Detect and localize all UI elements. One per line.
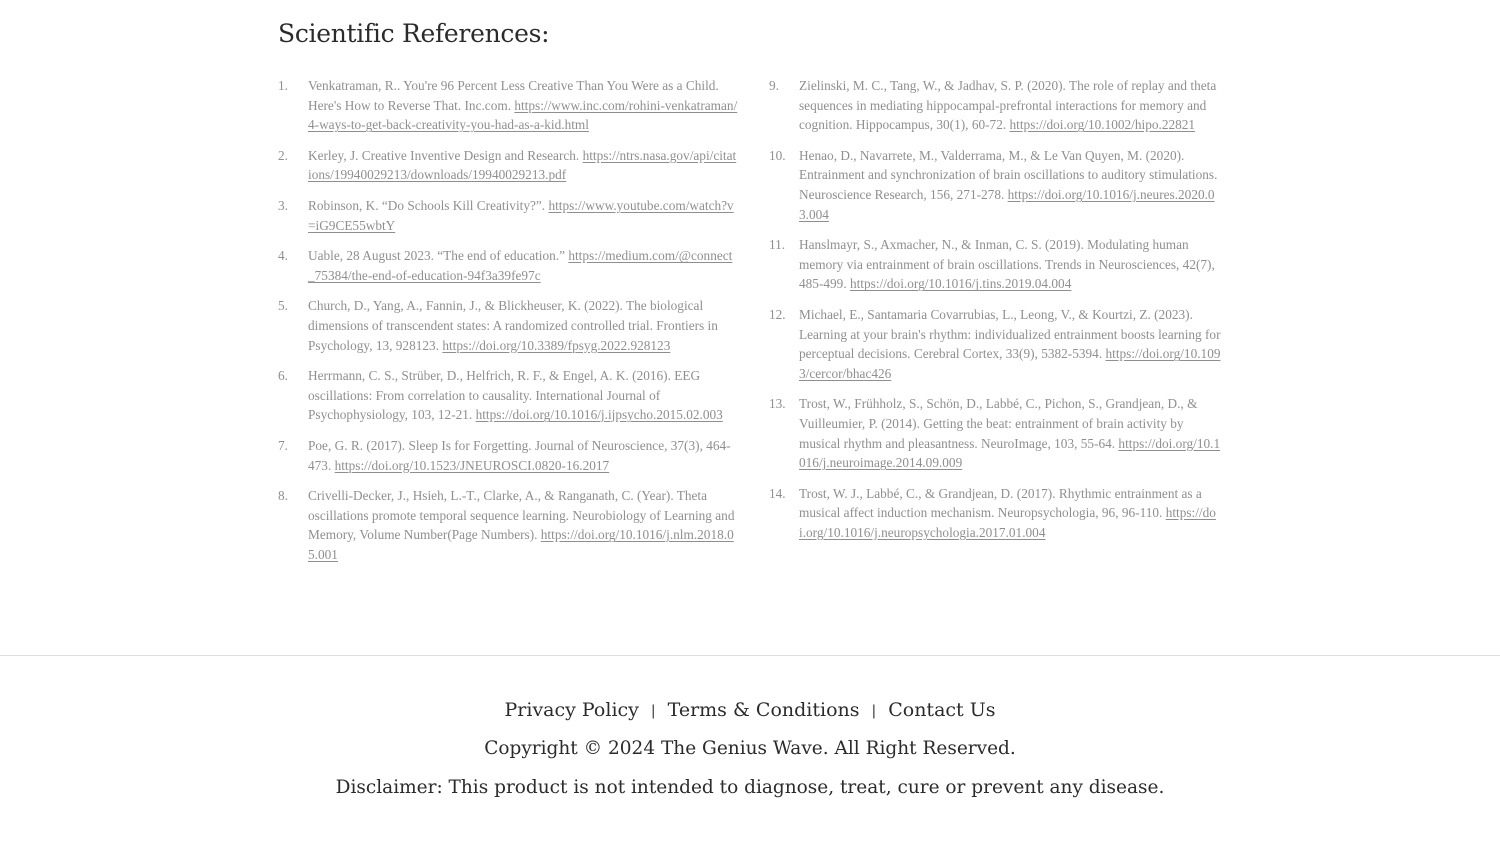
reference-text: Trost, W. J., Labbé, C., & Grandjean, D. (2017). Rhythmic entrainment as a musical affect induction mechanism. Neuropsychologia, 96, 96-110. bbox=[799, 485, 1202, 521]
contact-us-link[interactable]: Contact Us bbox=[888, 699, 996, 721]
footer-separator: | bbox=[871, 703, 877, 719]
site-footer bbox=[0, 690, 1500, 808]
reference-item bbox=[769, 146, 1221, 224]
reference-link[interactable]: https://ntrs.nasa.gov/api/citations/19940029213/downloads/19940029213.pdf bbox=[308, 147, 737, 183]
reference-link[interactable]: https://doi.org/10.1016/j.tins.2019.04.004 bbox=[849, 276, 1072, 292]
reference-link[interactable]: https://doi.org/10.1016/j.neuroimage.2014.09.009 bbox=[799, 435, 1221, 471]
footer-separator: | bbox=[650, 703, 656, 719]
reference-text: Crivelli-Decker, J., Hsieh, L.-T., Clarke, A., & Ranganath, C. (Year). Theta oscillations promote temporal sequence learning. Neurobiology of Learning and Memory, Volume Number(Page Numbers). bbox=[308, 488, 735, 543]
reference-link[interactable]: https://www.inc.com/rohini-venkatraman/4-ways-to-get-back-creativity-you-had-as-a-kid.html bbox=[308, 97, 738, 133]
reference-number: 12. bbox=[769, 306, 786, 322]
reference-link[interactable]: https://www.youtube.com/watch?v=iG9CE55wbtY bbox=[308, 197, 734, 233]
reference-item bbox=[278, 196, 738, 235]
privacy-policy-link[interactable]: Privacy Policy bbox=[504, 699, 639, 721]
reference-number: 3. bbox=[278, 197, 288, 213]
reference-link[interactable]: https://doi.org/10.1523/JNEUROSCI.0820-16.2017 bbox=[334, 457, 610, 473]
reference-text: Poe, G. R. (2017). Sleep Is for Forgetting. Journal of Neuroscience, 37(3), 464-473. bbox=[308, 437, 731, 473]
reference-number: 9. bbox=[769, 78, 779, 93]
reference-text: Hanslmayr, S., Axmacher, N., & Inman, C. S. (2019). Modulating human memory via entrainment of brain oscillations. Trends in Neurosciences, 42(7), 485-499. bbox=[799, 237, 1215, 292]
reference-number: 2. bbox=[278, 147, 288, 163]
reference-item bbox=[278, 436, 738, 475]
reference-text: Michael, E., Santamaria Covarrubias, L., Leong, V., & Kourtzi, Z. (2023). Learning at your brain's rhythm: individualized entrainment boosts learning for perceptual decisions. Cerebral Cortex, 33(9), 5382-5394. bbox=[799, 306, 1221, 362]
reference-number: 7. bbox=[278, 437, 288, 453]
reference-item bbox=[278, 486, 738, 564]
reference-item bbox=[278, 146, 738, 185]
reference-item bbox=[278, 366, 738, 425]
reference-link[interactable]: https://doi.org/10.1016/j.nlm.2018.05.001 bbox=[308, 527, 734, 562]
reference-text: Venkatraman, R.. You're 96 Percent Less Creative Than You Were as a Child. Here's How to Reverse That. Inc.com. bbox=[308, 78, 719, 113]
reference-item bbox=[769, 76, 1221, 135]
reference-link[interactable]: https://doi.org/10.1002/hipo.22821 bbox=[1009, 117, 1196, 133]
reference-number: 1. bbox=[278, 78, 288, 93]
reference-item bbox=[769, 394, 1221, 472]
reference-number: 14. bbox=[769, 485, 786, 501]
reference-link[interactable]: https://doi.org/10.3389/fpsyg.2022.928123 bbox=[442, 337, 671, 353]
terms-conditions-link[interactable]: Terms & Conditions bbox=[667, 699, 860, 721]
reference-item bbox=[278, 246, 738, 285]
reference-text: Zielinski, M. C., Tang, W., & Jadhav, S. P. (2020). The role of replay and theta sequences in mediating hippocampal-prefrontal interactions for memory and cognition. Hippocampus, 30(1), 60-72. bbox=[799, 78, 1217, 133]
reference-number: 8. bbox=[278, 488, 288, 504]
reference-text: Kerley, J. Creative Inventive Design and Research. bbox=[308, 147, 583, 163]
references-title: Scientific References: bbox=[278, 19, 550, 48]
reference-number: 5. bbox=[278, 298, 288, 314]
reference-number: 4. bbox=[278, 248, 288, 264]
reference-text: Herrmann, C. S., Strüber, D., Helfrich, R. F., & Engel, A. K. (2016). EEG oscillations: From correlation to causality. International Journal of Psychophysiology, 103, 12-21. bbox=[308, 368, 701, 423]
references-list-left bbox=[278, 76, 738, 575]
reference-number: 6. bbox=[278, 368, 288, 384]
reference-item bbox=[769, 235, 1221, 294]
reference-text: Church, D., Yang, A., Fannin, J., & Blickheuser, K. (2022). The biological dimensions of transcendent states: A randomized controlled trial. Frontiers in Psychology, 13, 928123. bbox=[308, 298, 718, 353]
copyright-text: Copyright © 2024 The Genius Wave. All Right Reserved. bbox=[484, 738, 1016, 759]
reference-text: Trost, W., Frühholz, S., Schön, D., Labbé, C., Pichon, S., Grandjean, D., & Vuilleumier, P. (2014). Getting the beat: entrainment of brain activity by musical rhythm and pleasantness. NeuroImage, 103, 55-64. bbox=[799, 396, 1198, 451]
reference-item bbox=[278, 76, 738, 135]
disclaimer-text: Disclaimer: This product is not intended to diagnose, treat, cure or prevent any disease. bbox=[335, 777, 1165, 798]
reference-link[interactable]: https://doi.org/10.1016/j.ijpsycho.2015.02.003 bbox=[475, 407, 723, 423]
reference-link[interactable]: https://doi.org/10.1093/cercor/bhac426 bbox=[799, 346, 1221, 381]
footer-divider bbox=[0, 655, 1500, 656]
reference-number: 10. bbox=[769, 147, 786, 163]
reference-item bbox=[278, 296, 738, 355]
reference-text: Robinson, K. “Do Schools Kill Creativity?”. bbox=[308, 197, 549, 213]
references-list-right bbox=[769, 76, 1221, 553]
reference-item bbox=[769, 305, 1221, 383]
reference-link[interactable]: https://doi.org/10.1016/j.neuropsychologia.2017.01.004 bbox=[799, 505, 1216, 540]
reference-number: 11. bbox=[769, 237, 786, 253]
reference-item bbox=[769, 484, 1221, 543]
footer-links bbox=[0, 690, 1500, 730]
reference-number: 13. bbox=[769, 396, 786, 412]
reference-link[interactable]: https://doi.org/10.1016/j.neures.2020.03.004 bbox=[799, 186, 1215, 222]
reference-text: Uable, 28 August 2023. “The end of education.” bbox=[308, 248, 569, 264]
reference-text: Henao, D., Navarrete, M., Valderrama, M., & Le Van Quyen, M. (2020). Entrainment and synchronization of brain oscillations to auditory stimulations. Neuroscience Research, 156, 271-278. bbox=[799, 147, 1218, 202]
reference-link[interactable]: https://medium.com/@connect_75384/the-end-of-education-94f3a39fe97c bbox=[308, 248, 733, 283]
